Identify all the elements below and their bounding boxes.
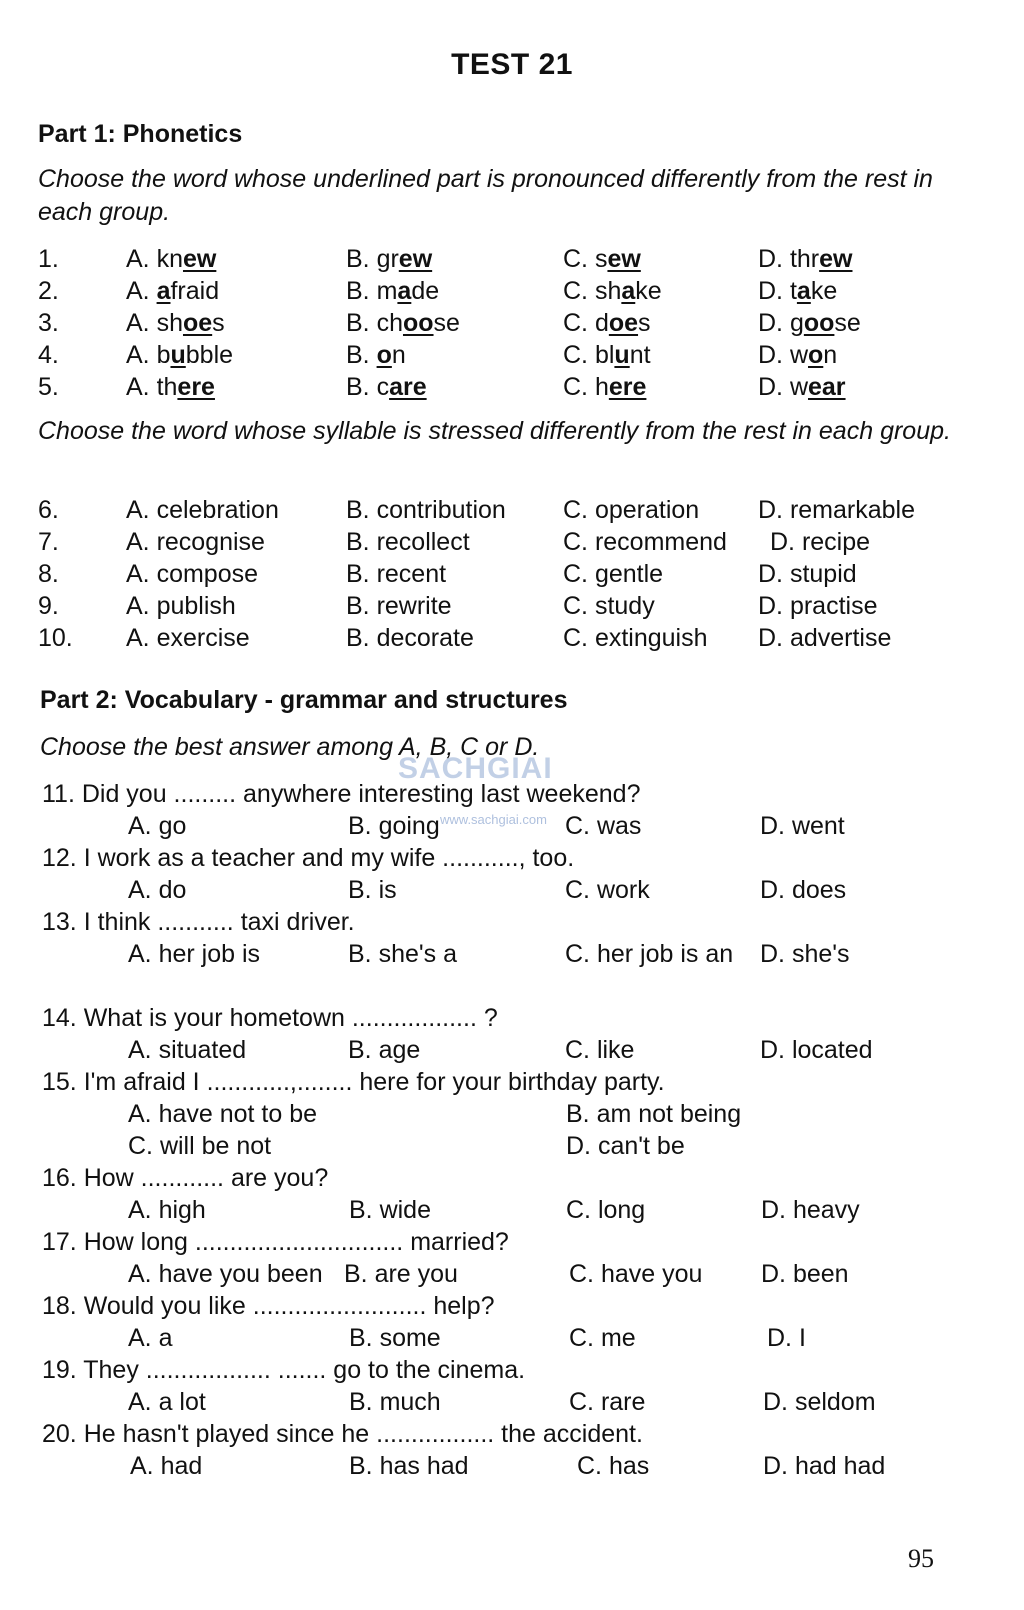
option-c: C. work xyxy=(565,876,650,904)
option-a: A. afraid xyxy=(126,277,220,305)
option-c: C. me xyxy=(569,1324,636,1352)
test-title: TEST 21 xyxy=(451,48,573,81)
option-c: C. here xyxy=(563,373,647,401)
option-a: A. bubble xyxy=(126,341,234,369)
option-b: B. rewrite xyxy=(346,592,452,620)
option-b: B. she's a xyxy=(348,940,457,968)
option-c: C. has xyxy=(577,1452,650,1480)
option-b: B. recent xyxy=(346,560,447,588)
option-a: A. her job is xyxy=(128,940,261,968)
option-d: D. stupid xyxy=(758,560,857,588)
options-row xyxy=(42,1260,982,1292)
option-b: B. decorate xyxy=(346,624,474,652)
option-c: C. blunt xyxy=(563,341,651,369)
option-c: C. operation xyxy=(563,496,700,524)
question-number: 2. xyxy=(38,277,59,305)
options-row xyxy=(42,1100,982,1132)
option-b: B. choose xyxy=(346,309,460,337)
option-d: D. remarkable xyxy=(758,496,915,524)
option-b: B. made xyxy=(346,277,440,305)
option-a: A. compose xyxy=(126,560,259,588)
question-number: 4. xyxy=(38,341,59,369)
option-b: B. contribution xyxy=(346,496,506,524)
phonetics-row xyxy=(38,245,978,277)
option-a: A. shoes xyxy=(126,309,225,337)
option-b: B. going xyxy=(348,812,440,840)
option-a: A. there xyxy=(126,373,215,401)
question-number: 3. xyxy=(38,309,59,337)
phonetics-row xyxy=(38,309,978,341)
option-c: C. does xyxy=(563,309,651,337)
option-b: B. is xyxy=(348,876,397,904)
stress-row xyxy=(38,528,978,560)
question-text: 11. Did you ......... anywhere interesting last weekend? xyxy=(42,780,641,808)
watermark-url: www.sachgiai.com xyxy=(440,812,547,827)
option-a: A. had xyxy=(130,1452,203,1480)
option-d: D. I xyxy=(767,1324,806,1352)
stress-row xyxy=(38,560,978,592)
option-d: D. goose xyxy=(758,309,861,337)
option-a: A. recognise xyxy=(126,528,265,556)
part1-instruction-stress: Choose the word whose syllable is stressed differently from the rest in each group. xyxy=(38,417,951,445)
page-number: 95 xyxy=(908,1544,934,1573)
question-number: 8. xyxy=(38,560,59,588)
option-d: D. advertise xyxy=(758,624,892,652)
option-c: C. like xyxy=(565,1036,635,1064)
option-c: C. her job is an xyxy=(565,940,734,968)
option-a: A. situated xyxy=(128,1036,247,1064)
option-c: C. recommend xyxy=(563,528,727,556)
option-a: A. exercise xyxy=(126,624,250,652)
option-b: B. are you xyxy=(344,1260,458,1288)
option-c: C. gentle xyxy=(563,560,664,588)
option-d: D. won xyxy=(758,341,838,369)
option-d: D. does xyxy=(760,876,847,904)
question-text: 19. They .................. ....... go to the cinema. xyxy=(42,1356,526,1384)
options-row xyxy=(42,812,982,844)
question-number: 9. xyxy=(38,592,59,620)
options-row xyxy=(42,1036,982,1068)
option-a: A. publish xyxy=(126,592,236,620)
options-row xyxy=(42,1452,982,1484)
options-row xyxy=(42,1324,982,1356)
option-b: B. am not being xyxy=(566,1100,742,1128)
stress-row xyxy=(38,624,978,656)
option-d: D. can't be xyxy=(566,1132,685,1160)
options-row xyxy=(42,876,982,908)
option-b: B. has had xyxy=(349,1452,469,1480)
option-b: B. grew xyxy=(346,245,433,273)
option-d: D. heavy xyxy=(761,1196,860,1224)
option-a: A. knew xyxy=(126,245,217,273)
part1-heading: Part 1: Phonetics xyxy=(38,120,243,148)
option-b: B. some xyxy=(349,1324,441,1352)
option-d: D. practise xyxy=(758,592,878,620)
options-row xyxy=(42,1388,982,1420)
option-d: D. been xyxy=(761,1260,849,1288)
question-text: 14. What is your hometown .................. ? xyxy=(42,1004,498,1032)
option-b: B. recollect xyxy=(346,528,470,556)
option-b: B. care xyxy=(346,373,427,401)
option-b: B. wide xyxy=(349,1196,431,1224)
option-a: A. a xyxy=(128,1324,173,1352)
phonetics-row xyxy=(38,373,978,405)
phonetics-row xyxy=(38,277,978,309)
option-a: A. have you been xyxy=(128,1260,323,1288)
option-c: C. extinguish xyxy=(563,624,708,652)
option-c: C. rare xyxy=(569,1388,646,1416)
options-row xyxy=(42,1196,982,1228)
part2-heading: Part 2: Vocabulary - grammar and structures xyxy=(40,686,568,714)
option-c: C. will be not xyxy=(128,1132,272,1160)
question-text: 13. I think ........... taxi driver. xyxy=(42,908,355,936)
question-text: 17. How long .............................. married? xyxy=(42,1228,509,1256)
option-c: C. sew xyxy=(563,245,641,273)
option-b: B. age xyxy=(348,1036,421,1064)
stress-row xyxy=(38,496,978,528)
question-text: 16. How ............ are you? xyxy=(42,1164,329,1192)
question-number: 1. xyxy=(38,245,59,273)
option-c: C. long xyxy=(566,1196,646,1224)
option-d: D. wear xyxy=(758,373,846,401)
stress-row xyxy=(38,592,978,624)
option-b: B. on xyxy=(346,341,406,369)
question-number: 5. xyxy=(38,373,59,401)
question-text: 15. I'm afraid I ............,........ here for your birthday party. xyxy=(42,1068,665,1096)
question-text: 18. Would you like ......................... help? xyxy=(42,1292,495,1320)
part1-instruction-phonetics: Choose the word whose underlined part is pronounced differently from the rest in each group. xyxy=(38,165,933,226)
option-d: D. had had xyxy=(763,1452,886,1480)
option-a: A. do xyxy=(128,876,187,904)
option-a: A. go xyxy=(128,812,187,840)
option-d: D. take xyxy=(758,277,838,305)
option-a: A. have not to be xyxy=(128,1100,318,1128)
option-d: D. she's xyxy=(760,940,850,968)
question-number: 10. xyxy=(38,624,73,652)
part2-instruction: Choose the best answer among A, B, C or D. xyxy=(40,733,540,761)
option-d: D. recipe xyxy=(770,528,871,556)
option-d: D. threw xyxy=(758,245,853,273)
watermark-logo: SACHGIAI xyxy=(398,752,553,785)
option-d: D. seldom xyxy=(763,1388,876,1416)
option-c: C. have you xyxy=(569,1260,703,1288)
option-d: D. located xyxy=(760,1036,873,1064)
option-d: D. went xyxy=(760,812,845,840)
option-b: B. much xyxy=(349,1388,441,1416)
question-text: 20. He hasn't played since he ................. the accident. xyxy=(42,1420,643,1448)
question-text: 12. I work as a teacher and my wife ..........., too. xyxy=(42,844,575,872)
options-row xyxy=(42,1132,982,1164)
option-a: A. high xyxy=(128,1196,206,1224)
options-row xyxy=(42,940,982,972)
question-number: 7. xyxy=(38,528,59,556)
option-a: A. celebration xyxy=(126,496,279,524)
phonetics-row xyxy=(38,341,978,373)
option-c: C. shake xyxy=(563,277,662,305)
option-a: A. a lot xyxy=(128,1388,206,1416)
question-number: 6. xyxy=(38,496,59,524)
option-c: C. was xyxy=(565,812,642,840)
option-c: C. study xyxy=(563,592,655,620)
